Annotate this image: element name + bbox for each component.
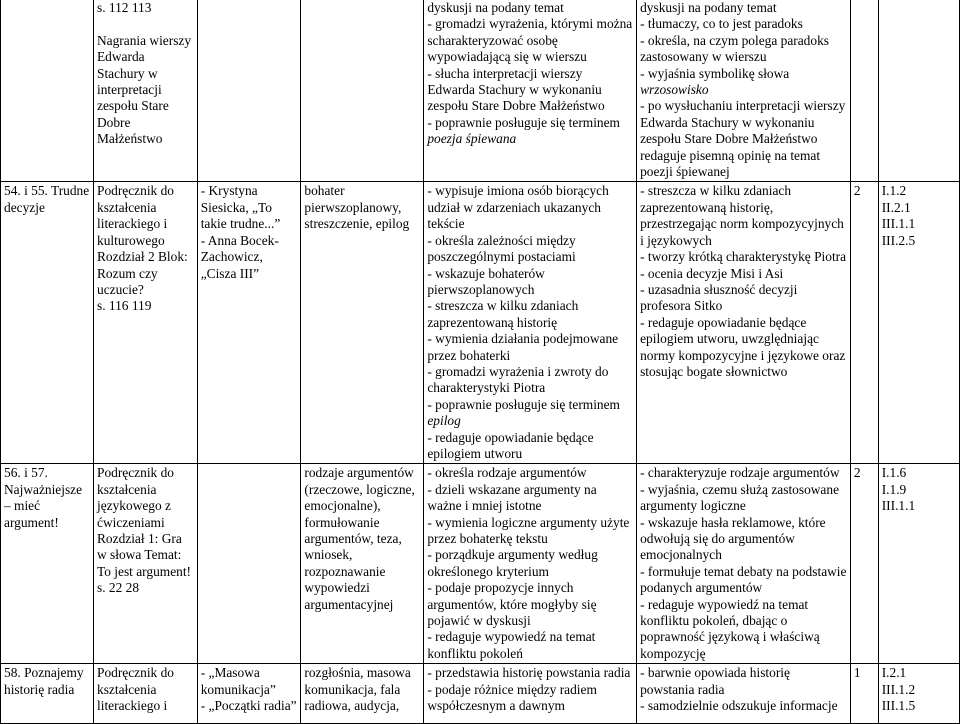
cell-text-line: - tworzy krótką charakterystykę Piotra: [640, 249, 847, 265]
hours-cell: [850, 464, 878, 664]
cell-text-line: 58. Poznajemy historię radia: [4, 665, 87, 697]
hours-cell: [850, 182, 878, 464]
cell-text-line: III.1.1: [881, 216, 916, 232]
basic-requirements-cell: [424, 182, 637, 464]
source-cell: [94, 664, 198, 724]
cell-text-line: - podaje różnice między radiem współczesnym a dawnym: [427, 681, 601, 714]
cell-text-line: bohater pierwszoplanowy, streszczenie, epilog: [304, 183, 410, 232]
cell-text-line: - redaguje opowiadanie będące epilogiem utworu: [427, 429, 597, 461]
hours-cell: [850, 0, 878, 182]
curriculum-refs-cell: [878, 182, 959, 464]
cell-text-line: - redaguje wypowiedź na temat konfliktu pokoleń, dbając o poprawność językową i właściwą kompozycję: [640, 596, 824, 661]
cell-text-line: - gromadzi wyrażenia i zwroty do charakterystyki Piotra: [427, 363, 612, 396]
cell-text-line: [97, 16, 194, 32]
lesson-cell: [1, 182, 94, 464]
cell-text-line: - poprawnie posługuje się terminem: [427, 396, 620, 412]
cell-text-line: - redaguje wypowiedź na temat konfliktu pokoleń: [427, 629, 599, 661]
cell-text-line: - „Masowa komunikacja”: [200, 665, 276, 697]
cell-text-line: Nagrania wierszy Edwarda Stachury w interpretacji zespołu Stare Dobre Małżeństwo: [97, 32, 195, 147]
curriculum-refs-cell: [878, 664, 959, 724]
cell-text-line: - podaje propozycje innych argumentów, które mogłyby się pojawić w dyskusji: [427, 580, 600, 629]
cell-text-line: III.1.2: [881, 681, 916, 697]
cell-text-line: - barwnie opowiada historię powstania radia: [640, 665, 794, 697]
cell-text-line: Podręcznik do kształcenia literackiego i: [97, 665, 178, 714]
cell-text-line: I.1.9: [881, 481, 907, 497]
source-cell: [94, 182, 198, 464]
cell-text-line: dyskusji na podany temat: [640, 0, 777, 15]
cell-text-line: III.2.5: [881, 232, 916, 248]
cell-text-line: - porządkuje argumenty według określonego kryterium: [427, 547, 602, 579]
cell-text-line: - streszcza w kilku zdaniach zaprezentowaną historię, przestrzegając norm kompozycyjnych i językowych: [640, 183, 848, 248]
source-cell: [94, 464, 198, 664]
cell-text-line: - „Początki radia”: [200, 698, 297, 714]
cell-text-line: - wskazuje hasła reklamowe, które odwołują się do argumentów emocjonalnych: [640, 514, 829, 563]
lesson-cell: [1, 664, 94, 724]
cell-text-line: III.1.1: [881, 498, 916, 514]
cell-text-line: - wskazuje bohaterów pierwszoplanowych: [427, 265, 549, 297]
terms-cell: [301, 182, 424, 464]
cell-text-line: - formułuje temat debaty na podstawie podanych argumentów: [640, 563, 850, 596]
cell-text-line: poezja śpiewana: [427, 131, 517, 147]
cell-text-line: - Anna Bocek-Zachowicz, „Cisza III”: [200, 232, 279, 281]
cell-text-line: s. 116 119: [97, 298, 152, 314]
extended-requirements-cell: [637, 0, 851, 182]
cell-text-line: III.1.5: [881, 698, 916, 714]
cell-text-line: 56. i 57. Najważniejsze – mieć argument!: [4, 465, 86, 530]
cell-text-line: - określa, na czym polega paradoks zastosowany w wierszu: [640, 32, 833, 65]
basic-requirements-cell: [424, 0, 637, 182]
cell-text-line: - przedstawia historię powstania radia: [427, 665, 631, 681]
extended-requirements-cell: [637, 664, 851, 724]
terms-cell: [301, 664, 424, 724]
cell-text-line: I.1.2: [881, 183, 907, 199]
table-row: [1, 664, 960, 724]
cell-text-line: - tłumaczy, co to jest paradoks: [640, 16, 803, 32]
cell-text-line: - wyjaśnia, czemu służą zastosowane argumenty logiczne: [640, 481, 843, 514]
texts-cell: [197, 0, 301, 182]
texts-cell: [197, 664, 301, 724]
texts-cell: [197, 464, 301, 664]
lesson-cell: [1, 0, 94, 182]
cell-text-line: s. 22 28: [97, 580, 140, 596]
cell-text-line: rozgłośnia, masowa komunikacja, fala radiowa, audycja,: [304, 665, 415, 714]
cell-text-line: - wymienia działania podejmowane przez bohaterki: [427, 331, 622, 363]
cell-text-line: - samodzielnie odszukuje informacje: [640, 698, 838, 714]
cell-text-line: 2: [853, 465, 861, 481]
terms-cell: [301, 464, 424, 664]
cell-text-line: I.1.6: [881, 465, 907, 481]
cell-text-line: Podręcznik do kształcenia literackiego i kulturowego Rozdział 2 Blok: Rozum czy uczucie?: [97, 183, 192, 297]
table-row: [1, 182, 960, 464]
cell-text-line: Podręcznik do kształcenia językowego z ćwiczeniami Rozdział 1: Gra w słowa Temat: To jest argument!: [97, 465, 192, 579]
cell-text-line: 2: [853, 183, 861, 199]
cell-text-line: s. 112 113: [97, 0, 152, 15]
lesson-cell: [1, 464, 94, 664]
cell-text-line: - gromadzi wyrażenia, którymi można scharakteryzować osobę wypowiadającą się w wierszu: [427, 16, 636, 65]
extended-requirements-cell: [637, 464, 851, 664]
cell-text-line: - ocenia decyzje Misi i Asi: [640, 265, 784, 281]
cell-text-line: - wypisuje imiona osób biorących udział w zdarzeniach ukazanych tekście: [427, 183, 613, 232]
source-cell: [94, 0, 198, 182]
cell-text-line: - poprawnie posługuje się terminem: [427, 114, 620, 130]
cell-text-line: - dzieli wskazane argumenty na ważne i mniej istotne: [427, 481, 601, 514]
cell-text-line: II.2.1: [881, 199, 911, 215]
table-row: [1, 464, 960, 664]
cell-text-line: - wyjaśnia symbolikę słowa: [640, 65, 790, 81]
terms-cell: [301, 0, 424, 182]
cell-text-line: wrzosowisko: [640, 82, 709, 98]
cell-text-line: rodzaje argumentów (rzeczowe, logiczne, emocjonalne), formułowanie argumentów, teza, wniosek, rozpoznawanie wypowiedzi argumentacyjnej: [304, 465, 419, 612]
curriculum-refs-cell: [878, 0, 959, 182]
cell-text-line: - uzasadnia słuszność decyzji profesora Sitko: [640, 281, 801, 314]
table-body: [1, 0, 960, 724]
cell-text-line: epilog: [427, 413, 461, 429]
cell-text-line: I.2.1: [881, 665, 907, 681]
cell-text-line: - określa rodzaje argumentów: [427, 465, 587, 481]
cell-text-line: dyskusji na podany temat: [427, 0, 564, 15]
cell-text-line: - streszcza w kilku zdaniach zaprezentowaną historię: [427, 298, 582, 330]
cell-text-line: - po wysłuchaniu interpretacji wierszy Edwarda Stachury w wykonaniu zespołu Stare Dobre Małżeństwo redaguje pisemną opinię na temat poezji śpiewanej: [640, 98, 849, 180]
cell-text-line: - Krystyna Siesicka, „To takie trudne...”: [200, 183, 281, 232]
cell-text-line: 54. i 55. Trudne decyzje: [4, 183, 93, 215]
cell-text-line: - określa zależności między poszczególnymi postaciami: [427, 232, 580, 265]
cell-text-line: - redaguje opowiadanie będące epilogiem utworu, uwzględniając normy kompozycyjne i językowe oraz stosując bogate słownictwo: [640, 314, 849, 379]
extended-requirements-cell: [637, 182, 851, 464]
hours-cell: [850, 664, 878, 724]
cell-text-line: 1: [853, 665, 861, 681]
cell-text-line: - słucha interpretacji wierszy Edwarda Stachury w wykonaniu zespołu Stare Dobre Małżeństwo: [427, 65, 606, 114]
cell-text-line: - charakteryzuje rodzaje argumentów: [640, 465, 840, 481]
texts-cell: [197, 182, 301, 464]
cell-text-line: - wymienia logiczne argumenty użyte przez bohaterkę tekstu: [427, 514, 633, 546]
basic-requirements-cell: [424, 464, 637, 664]
basic-requirements-cell: [424, 664, 637, 724]
curriculum-refs-cell: [878, 464, 959, 664]
table-row: [1, 0, 960, 182]
